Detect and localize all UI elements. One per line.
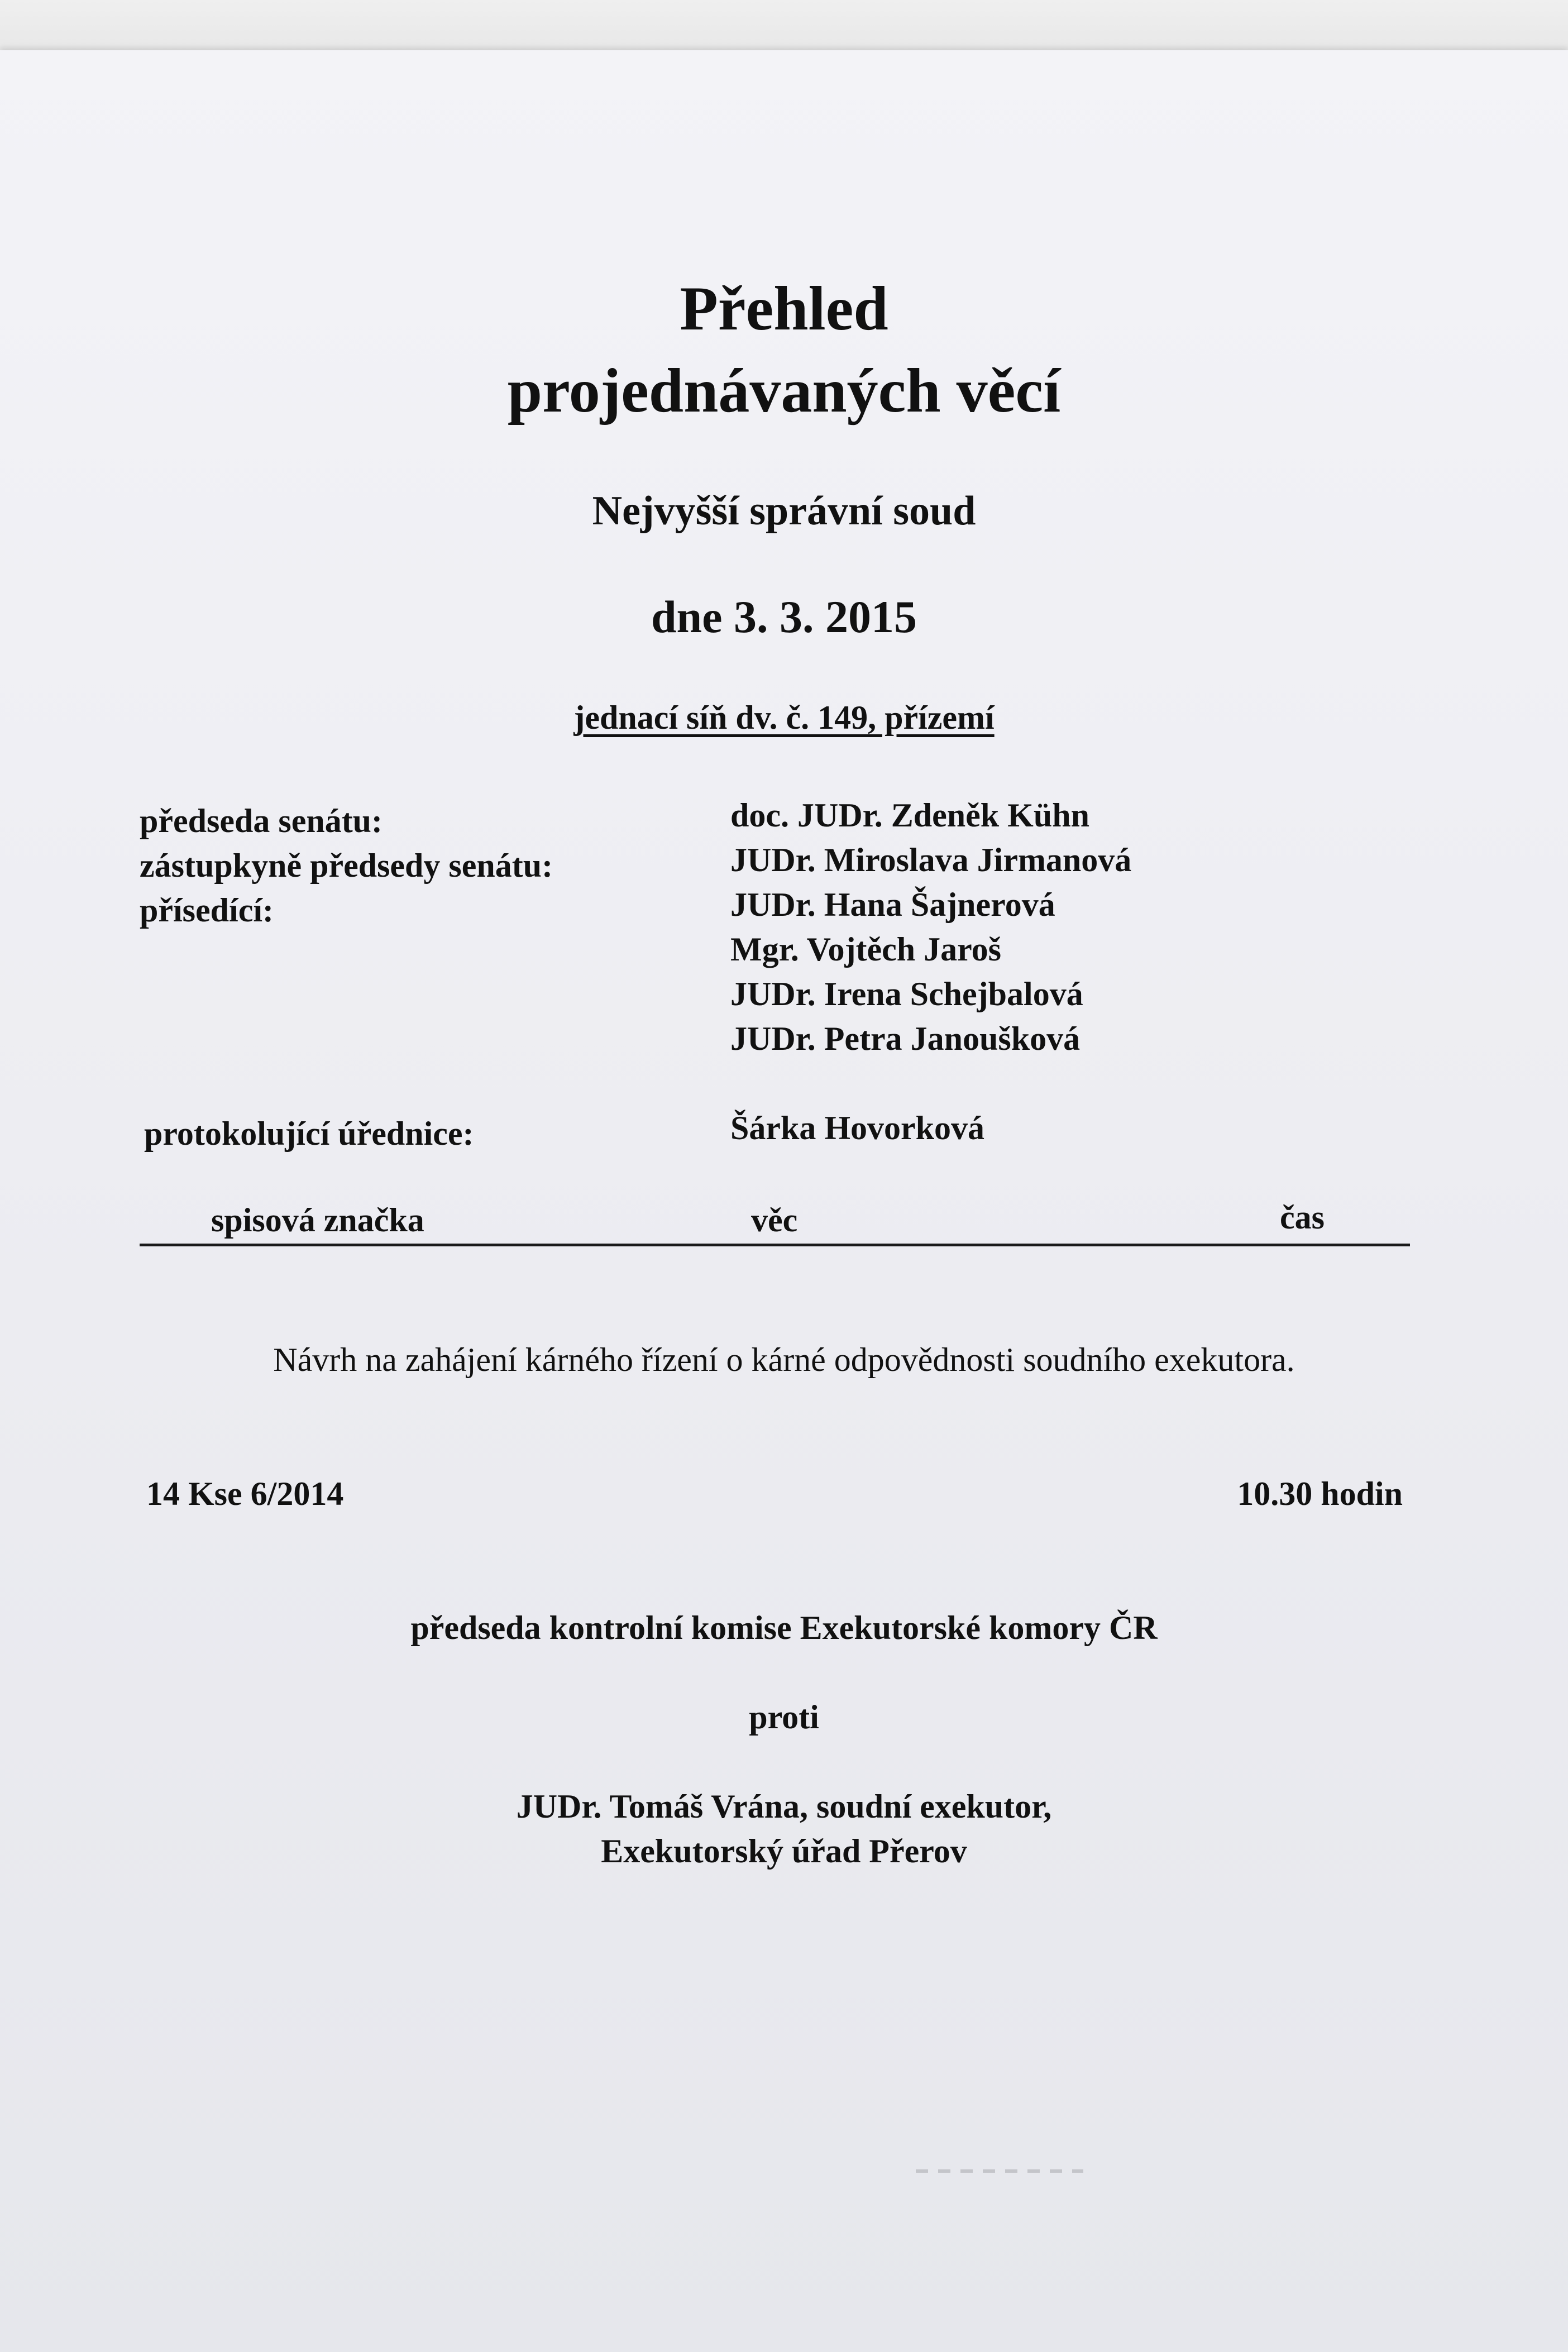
member-name: JUDr. Irena Schejbalová — [730, 976, 1083, 1012]
case-against: proti — [749, 1699, 819, 1736]
case-petitioner: předseda kontrolní komise Exekutorské komory ČR — [410, 1609, 1158, 1646]
column-header-file-mark: spisová značka — [211, 1202, 424, 1239]
title-line-1: Přehled — [680, 274, 888, 343]
case-subject: Návrh na zahájení kárného řízení o kárné odpovědnosti soudního exekutora. — [273, 1341, 1295, 1378]
courtroom-location-text: jednací síň dv. č. 149, přízemí — [573, 699, 995, 736]
paper-smudge — [916, 2169, 1083, 2173]
member-name: JUDr. Hana Šajnerová — [730, 886, 1055, 923]
case-file-mark: 14 Kse 6/2014 — [146, 1475, 344, 1512]
clerk-label: protokolující úřednice: — [144, 1115, 474, 1152]
wall-background — [0, 0, 1568, 56]
clerk-name: Šárka Hovorková — [730, 1110, 985, 1146]
column-header-matter: věc — [751, 1202, 798, 1239]
hearing-date: dne 3. 3. 2015 — [651, 591, 917, 642]
case-respondent-line-2: Exekutorský úřad Přerov — [601, 1833, 967, 1870]
court-name: Nejvyšší správní soud — [592, 488, 976, 534]
courtroom-location — [0, 698, 1568, 737]
case-time: 10.30 hodin — [1237, 1475, 1403, 1512]
chair-name: doc. JUDr. Zdeněk Kühn — [730, 797, 1089, 834]
title-line-2: projednávaných věcí — [507, 356, 1061, 426]
members-label: přísedící: — [140, 892, 274, 929]
column-header-time: čas — [1280, 1199, 1325, 1236]
member-name: JUDr. Petra Janoušková — [730, 1020, 1081, 1057]
vice-chair-name: JUDr. Miroslava Jirmanová — [730, 842, 1132, 878]
chair-label: předseda senátu: — [140, 802, 383, 839]
header-rule — [140, 1244, 1410, 1246]
case-respondent-line-1: JUDr. Tomáš Vrána, soudní exekutor, — [516, 1788, 1052, 1825]
vice-chair-label: zástupkyně předsedy senátu: — [140, 847, 553, 884]
member-name: Mgr. Vojtěch Jaroš — [730, 931, 1001, 968]
